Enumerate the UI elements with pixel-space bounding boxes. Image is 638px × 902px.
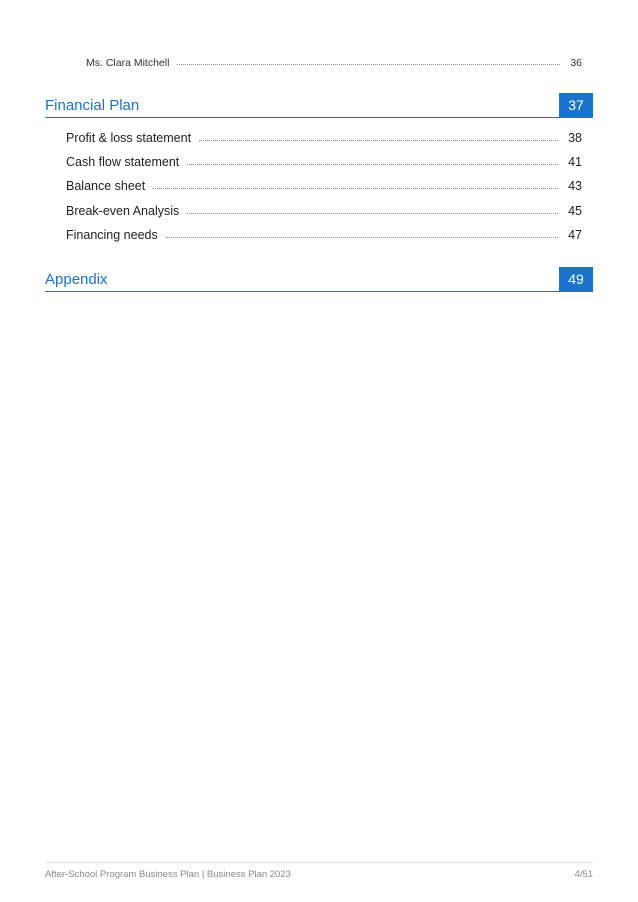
dot-leader: [153, 188, 558, 189]
toc-entry-label: Financing needs: [66, 228, 158, 242]
toc-entry-label: Balance sheet: [66, 179, 146, 193]
toc-section-appendix[interactable]: [45, 267, 593, 292]
footer-doc-title: After-School Program Business Plan | Business Plan 2023: [45, 869, 291, 880]
toc-entry-page: 41: [568, 155, 582, 169]
dot-leader: [199, 140, 558, 141]
toc-entry-page: 47: [568, 228, 582, 242]
toc-entry-break-even-analysis[interactable]: [66, 204, 582, 218]
toc-section-financial-plan[interactable]: [45, 93, 593, 118]
dot-leader: [187, 164, 558, 165]
toc-entry-label: Break-even Analysis: [66, 204, 180, 218]
section-page-badge: 49: [559, 267, 593, 291]
toc-entry-label: Cash flow statement: [66, 155, 180, 169]
dot-leader: [166, 237, 558, 238]
section-title: Financial Plan: [45, 97, 140, 114]
toc-entry-page: 36: [570, 57, 582, 69]
dot-leader: [177, 64, 560, 65]
toc-entry-label: Ms. Clara Mitchell: [86, 57, 170, 69]
toc-entry-page: 38: [568, 131, 582, 145]
toc-entry-balance-sheet[interactable]: [66, 179, 582, 193]
toc-entry-financing-needs[interactable]: [66, 228, 582, 242]
toc-entry-profit-loss-statement[interactable]: [66, 131, 582, 145]
toc-entry-label: Profit & loss statement: [66, 131, 192, 145]
footer-page-indicator: 4/51: [574, 869, 593, 880]
toc-entry-page: 45: [568, 204, 582, 218]
toc-entry-page: 43: [568, 179, 582, 193]
dot-leader: [187, 213, 558, 214]
section-title: Appendix: [45, 271, 108, 288]
toc-entry-ms-clara-mitchell[interactable]: [86, 57, 582, 69]
toc-entry-cash-flow-statement[interactable]: [66, 155, 582, 169]
section-page-badge: 37: [559, 93, 593, 117]
page-footer: [45, 862, 593, 880]
